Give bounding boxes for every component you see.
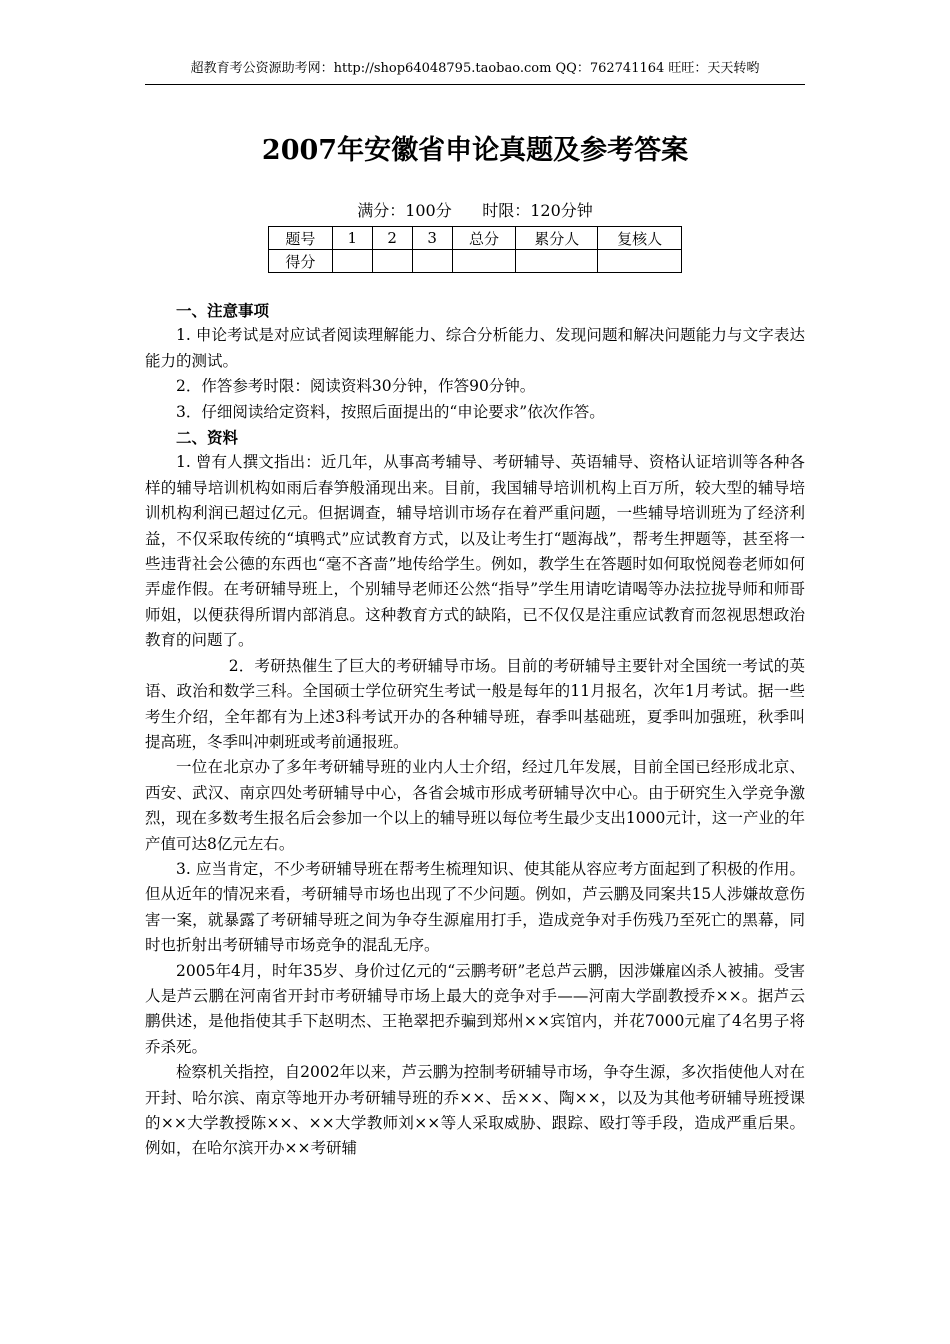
score-table-cell: 得分: [269, 250, 333, 273]
score-table-cell: 3: [412, 227, 452, 250]
material-paragraph: 检察机关指控，自2002年以来，芦云鹏为控制考研辅导市场，争夺生源，多次指使他人对在开封、哈尔滨、南京等地开办考研辅导班的乔××、岳××、陶××，以及为其他考研辅导班授课的××大学教授陈××、××大学教师刘××等人采取威胁、跟踪、殴打等手段，造成严重后果。例如，在哈尔滨开办××考研辅: [145, 1063, 805, 1158]
document-body: [145, 298, 805, 1162]
material-paragraph: 2．考研热催生了巨大的考研辅导市场。目前的考研辅导主要针对全国统一考试的英语、政治和数学三科。全国硕士学位研究生考试一般是每年的11月报名，次年1月考试。据一些考生介绍，全年都有为上述3科考试开办的各种辅导班，春季叫基础班，夏季叫加强班，秋季叫提高班，冬季叫冲刺班或考前通报班。: [145, 656, 805, 751]
notes-paragraph: 3．仔细阅读给定资料，按照后面提出的“申论要求”依次作答。: [176, 402, 605, 421]
notes-paragraph: 2．作答参考时限：阅读资料30分钟，作答90分钟。: [176, 377, 536, 396]
score-table: [268, 226, 682, 273]
score-table-cell: 1: [332, 227, 372, 250]
material-paragraph: 2005年4月，时年35岁、身价过亿元的“云鹏考研”老总芦云鹏，因涉嫌雇凶杀人被捕。受害人是芦云鹏在河南省开封市考研辅导市场上最大的竞争对手——河南大学副教授乔××。据芦云鹏供述，是他指使其手下赵明杰、王艳翠把乔骗到郑州××宾馆内，并花7000元雇了4名男子将乔杀死。: [145, 961, 805, 1056]
score-table-header-row: [269, 227, 682, 250]
score-table-empty-cell: [452, 250, 516, 273]
header-divider: [145, 84, 805, 85]
score-table-cell: 总分: [452, 227, 516, 250]
material-paragraph: 1. 曾有人撰文指出：近几年，从事高考辅导、考研辅导、英语辅导、资格认证培训等各种各样的辅导培训机构如雨后春笋般涌现出来。目前，我国辅导培训机构上百万所，较大型的辅导培训机构利润已超过亿元。但据调查，辅导培训市场存在着严重问题，一些辅导培训班为了经济利益，不仅采取传统的“填鸭式”应试教育方式，以及让考生打“题海战”，帮考生押题等，甚至将一些违背社会公德的东西也“毫不吝啬”地传给学生。例如，教学生在答题时如何取悦阅卷老师如何弄虚作假。在考研辅导班上，个别辅导老师还公然“指导”学生用请吃请喝等办法拉拢导师和师哥师姐，以便获得所谓内部消息。这种教育方式的缺陷，已不仅仅是注重应试教育而忽视思想政治教育的问题了。: [145, 453, 805, 650]
score-table-empty-cell: [516, 250, 598, 273]
page-header: 超教育考公资源助考网：http://shop64048795.taobao.com QQ：762741164 旺旺：天天转哟: [190, 61, 760, 76]
score-table-cell: 累分人: [516, 227, 598, 250]
score-table-cell: 2: [372, 227, 412, 250]
score-table-cell: 题号: [269, 227, 333, 250]
score-table-empty-cell: [372, 250, 412, 273]
score-table-empty-cell: [332, 250, 372, 273]
section-heading-materials: 二、资料: [176, 428, 239, 448]
section-heading-notes: 一、注意事项: [176, 301, 270, 320]
document-title: 2007年安徽省申论真题及参考答案: [261, 135, 689, 166]
score-table-score-row: [269, 250, 682, 273]
score-table-cell: 复核人: [598, 227, 682, 250]
material-paragraph: 一位在北京办了多年考研辅导班的业内人士介绍，经过几年发展，目前全国已经形成北京、西安、武汉、南京四处考研辅导中心，各省会城市形成考研辅导次中心。由于研究生入学竞争激烈，现在多数考生报名后会参加一个以上的辅导班以每位考生最少支出1000元计，这一产业的年产值可达8亿元左右。: [145, 758, 805, 853]
exam-meta: 满分：100分 时限：120分钟: [357, 201, 593, 220]
material-paragraph: 3. 应当肯定，不少考研辅导班在帮考生梳理知识、使其能从容应考方面起到了积极的作用。但从近年的情况来看，考研辅导市场也出现了不少问题。例如，芦云鹏及同案共15人涉嫌故意伤害一案，就暴露了考研辅导班之间为争夺生源雇用打手，造成竞争对手伤残乃至死亡的黑幕，同时也折射出考研辅导市场竞争的混乱无序。: [145, 859, 805, 955]
score-table-empty-cell: [412, 250, 452, 273]
notes-paragraph: 1. 申论考试是对应试者阅读理解能力、综合分析能力、发现问题和解决问题能力与文字表达能力的测试。: [145, 326, 805, 370]
score-table-empty-cell: [598, 250, 682, 273]
